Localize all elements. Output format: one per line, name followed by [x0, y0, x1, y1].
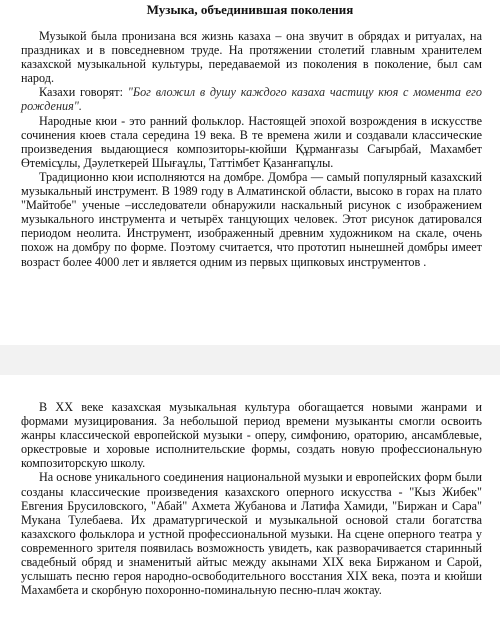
- paragraph-kazakh-saying: [0, 85, 500, 113]
- page-bottom-edge: [0, 633, 500, 637]
- page-title: Музыка, объединившая поколения: [146, 2, 354, 17]
- saying-intro: Казахи говорят:: [39, 85, 128, 100]
- saying-quote: "Бог вложил в душу каждого казаха частицу кюя с момента его рождения".: [21, 85, 482, 114]
- paragraph-opera: На основе уникального соединения национальной музыки и европейских форм были созданы классические произведения казахского оперного искусства - "Кыз Жибек" Евгения Брусиловского, "Абай" Ахмета Жубанова и Латифа Хамиди, "Биржан и Сара" Мукана Тулебаева. Их драматургической и музыкальной основой стали богатства казахского фольклора и устной профессиональной музыки. На сцене оперного театра у современного зрителя появилась возможность увидеть, как разворачивается старинный свадебный обряд и знаменитый айтыс между акынами XIX века Биржаном и Сарой, услышать песню героя народно-освободительного восстания XIX века, поэта и кюйши Махамбета и скорбную похоронно-поминальную песню-плач жоктау.: [21, 470, 482, 598]
- paragraph-dombra: Традиционно кюи исполняются на домбре. Домбра — самый популярный казахский музыкальный инструмент. В 1989 году в Алматинской области, высоко в горах на плато "Майтобе" ученые –исследователи обнаружили наскальный рисунок с изображением музыкального инструмента и четырёх танцующих человек. Этот рисунок датировался периодом неолита. Инструмент, изображенный древним художником на скале, очень похож на домбру по форме. Поэтому считается, что прототип нынешней домбры имеет возраст более 4000 лет и является одним из первых щипковых инструментов .: [21, 169, 482, 269]
- document-page-2: [0, 375, 500, 637]
- page-gap: [0, 345, 500, 375]
- paragraph-music-life: Музыкой была пронизана вся жизнь казаха – она звучит в обрядах и ритуалах, на праздниках и в повседневном труде. На протяжении столетий главным хранителем казахской музыкальной культуры, передаваемой из поколения в поколение, был сам народ.: [21, 29, 482, 86]
- paragraph-20th-century: В XX веке казахская музыкальная культура обогащается новыми жанрами и формами музицирования. За небольшой период времени музыканты смогли освоить жанры классической европейской музыки - оперу, симфонию, ораторию, ансамблевые, оркестровые и хоровые исполнительские формы, создать новую профессиональную композиторскую школу.: [21, 400, 482, 471]
- paragraph-folk-kui: Народные кюи - это ранний фольклор. Настоящей эпохой возрождения в искусстве сочинения кюев стала середина 19 века. В те времена жили и создавали классические произведения выдающиеся композиторы-кюйши Құрманғазы Сағырбай, Махамбет Өтемісұлы, Дәулеткерей Шығаұлы, Таттімбет Қазанғапұлы.: [21, 113, 482, 170]
